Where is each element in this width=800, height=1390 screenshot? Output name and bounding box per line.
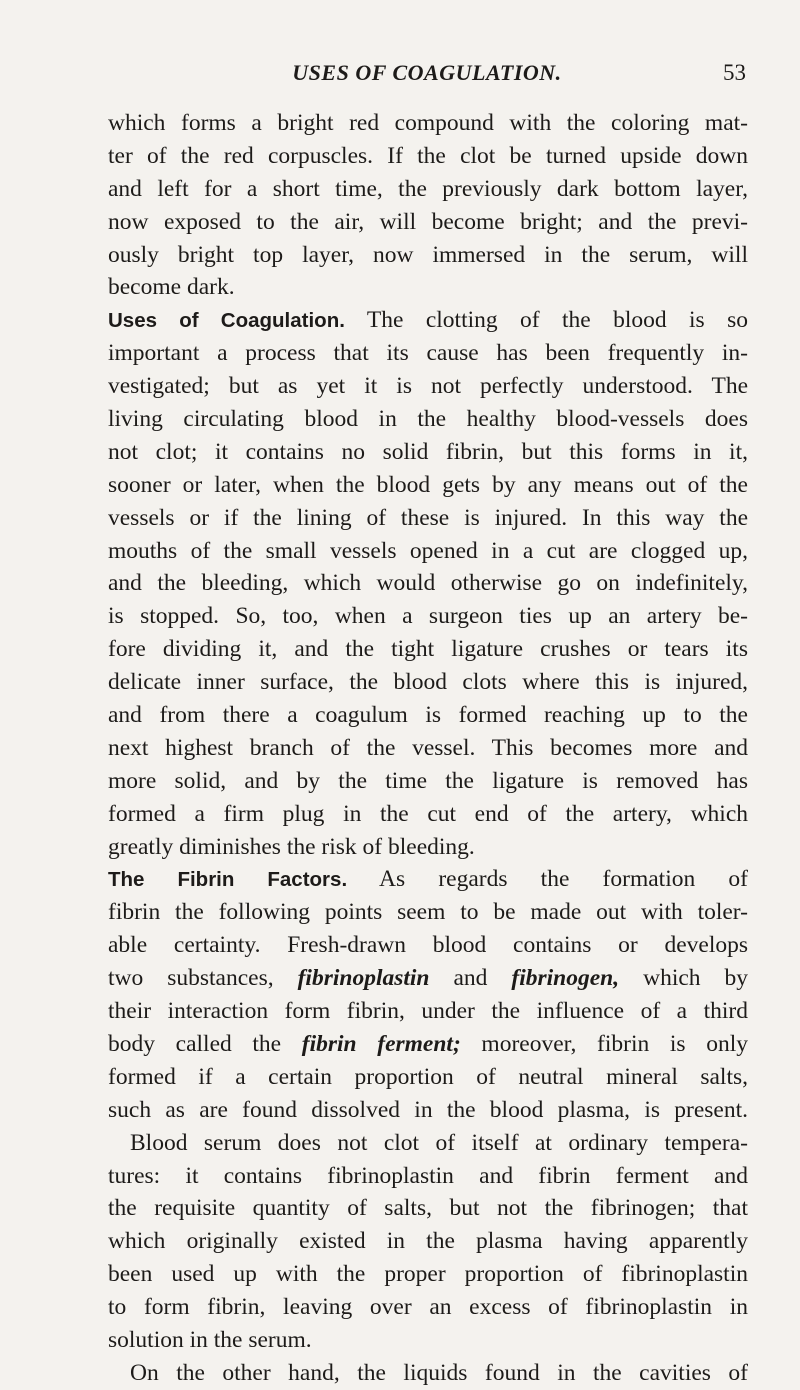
text-segment: two substances, [108,965,298,992]
text-line [108,1061,748,1094]
text-line [108,1192,748,1225]
text-line [108,1127,748,1160]
text-segment: ously bright top layer, now immersed in the serum, will [108,241,748,268]
text-segment: greatly diminishes the risk of bleeding. [108,833,475,860]
text-segment: As regards the formation of [347,866,748,893]
text-segment: and the bleeding, which would otherwise go on indefinitely, [108,570,748,597]
italic-term: fibrin ferment; [301,1030,461,1057]
page-number: 53 [723,60,746,85]
text-segment: their interaction form fibrin, under the influence of a third [108,998,748,1025]
text-line [108,995,748,1028]
text-line [108,1324,748,1357]
text-line [108,304,748,337]
text-segment: and [429,965,512,992]
text-segment: formed a firm plug in the cut end of the artery, which [108,800,748,827]
text-line [108,535,748,568]
text-line [108,929,748,962]
text-segment: living circulating blood in the healthy blood-vessels does [108,406,748,433]
text-segment: moreover, fibrin is only [460,1030,748,1057]
text-segment: body called the [108,1030,302,1057]
text-line [108,798,748,831]
text-segment: next highest branch of the vessel. This becomes more and [108,734,748,761]
text-line [108,831,748,864]
text-segment: vessels or if the lining of these is injured. In this way the [108,504,748,531]
text-segment: been used up with the proper proportion of fibrinoplastin [108,1261,748,1288]
text-line [108,173,748,206]
text-segment: important a process that its cause has been frequently in- [108,340,748,367]
text-line [108,732,748,765]
text-segment: which by [619,965,749,992]
text-line [108,502,748,535]
text-line [108,403,748,436]
text-line [108,600,748,633]
text-line [108,896,748,929]
italic-term: fibrinogen, [511,965,620,992]
text-line [108,206,748,239]
text-segment: not clot; it contains no solid fibrin, but this forms in it, [108,438,748,465]
section-heading: Uses of Coagulation. [108,309,345,333]
text-segment: sooner or later, when the blood gets by any means out of the [108,471,748,498]
text-line [108,666,748,699]
text-line [108,699,748,732]
text-segment: more solid, and by the time the ligature is removed has [108,767,748,794]
section-heading: The Fibrin Factors. [108,868,348,892]
text-segment: become dark. [108,274,235,301]
text-line [108,239,748,272]
text-line [108,1357,748,1390]
italic-term: fibrinoplastin [297,965,430,992]
text-segment: The clotting of the blood is so [344,307,748,334]
text-segment: and left for a short time, the previously dark bottom layer, [108,175,748,202]
text-segment: the requisite quantity of salts, but not the fibrinogen; that [108,1195,748,1222]
text-segment: to form fibrin, leaving over an excess of fibrinoplastin in [108,1294,748,1321]
running-title: USES OF COAGULATION. [292,60,562,85]
text-line [108,765,748,798]
text-segment: fore dividing it, and the tight ligature crushes or tears its [108,636,748,663]
text-segment: able certainty. Fresh-drawn blood contains or develops [108,932,748,959]
text-line [108,1094,748,1127]
text-segment: vestigated; but as yet it is not perfectly understood. The [108,373,748,400]
text-segment: ter of the red corpuscles. If the clot be turned upside down [108,142,748,169]
text-segment: fibrin the following points seem to be made out with toler- [108,899,748,926]
text-line [108,633,748,666]
text-segment: now exposed to the air, will become bright; and the previ- [108,208,748,235]
text-segment: and from there a coagulum is formed reaching up to the [108,702,748,729]
text-segment: Blood serum does not clot of itself at ordinary tempera- [130,1129,748,1156]
text-segment: solution in the serum. [108,1326,312,1353]
text-line [108,1160,748,1193]
text-line [108,107,748,140]
text-segment: mouths of the small vessels opened in a cut are clogged up, [108,537,748,564]
text-segment: which forms a bright red compound with the coloring mat- [108,110,748,136]
text-line [108,271,748,304]
text-segment: delicate inner surface, the blood clots where this is injured, [108,669,748,696]
text-segment: which originally existed in the plasma having apparently [108,1228,748,1255]
text-line [108,1028,748,1061]
text-segment: is stopped. So, too, when a surgeon ties up an artery be- [108,603,748,630]
text-segment: On the other hand, the liquids found in the cavities of [130,1359,748,1386]
text-line [108,436,748,469]
text-line [108,1225,748,1258]
text-line [108,140,748,173]
text-line [108,1291,748,1324]
text-line [108,567,748,600]
text-line [108,469,748,502]
text-line [108,337,748,370]
text-segment: tures: it contains fibrinoplastin and fibrin ferment and [108,1162,748,1189]
body-text [108,107,748,1390]
text-line [108,863,748,896]
text-line [108,1258,748,1291]
text-segment: such as are found dissolved in the blood plasma, is present. [108,1096,748,1123]
text-segment: formed if a certain proportion of neutral mineral salts, [108,1063,748,1090]
text-line [108,370,748,403]
running-head [108,60,746,90]
text-line [108,962,748,995]
